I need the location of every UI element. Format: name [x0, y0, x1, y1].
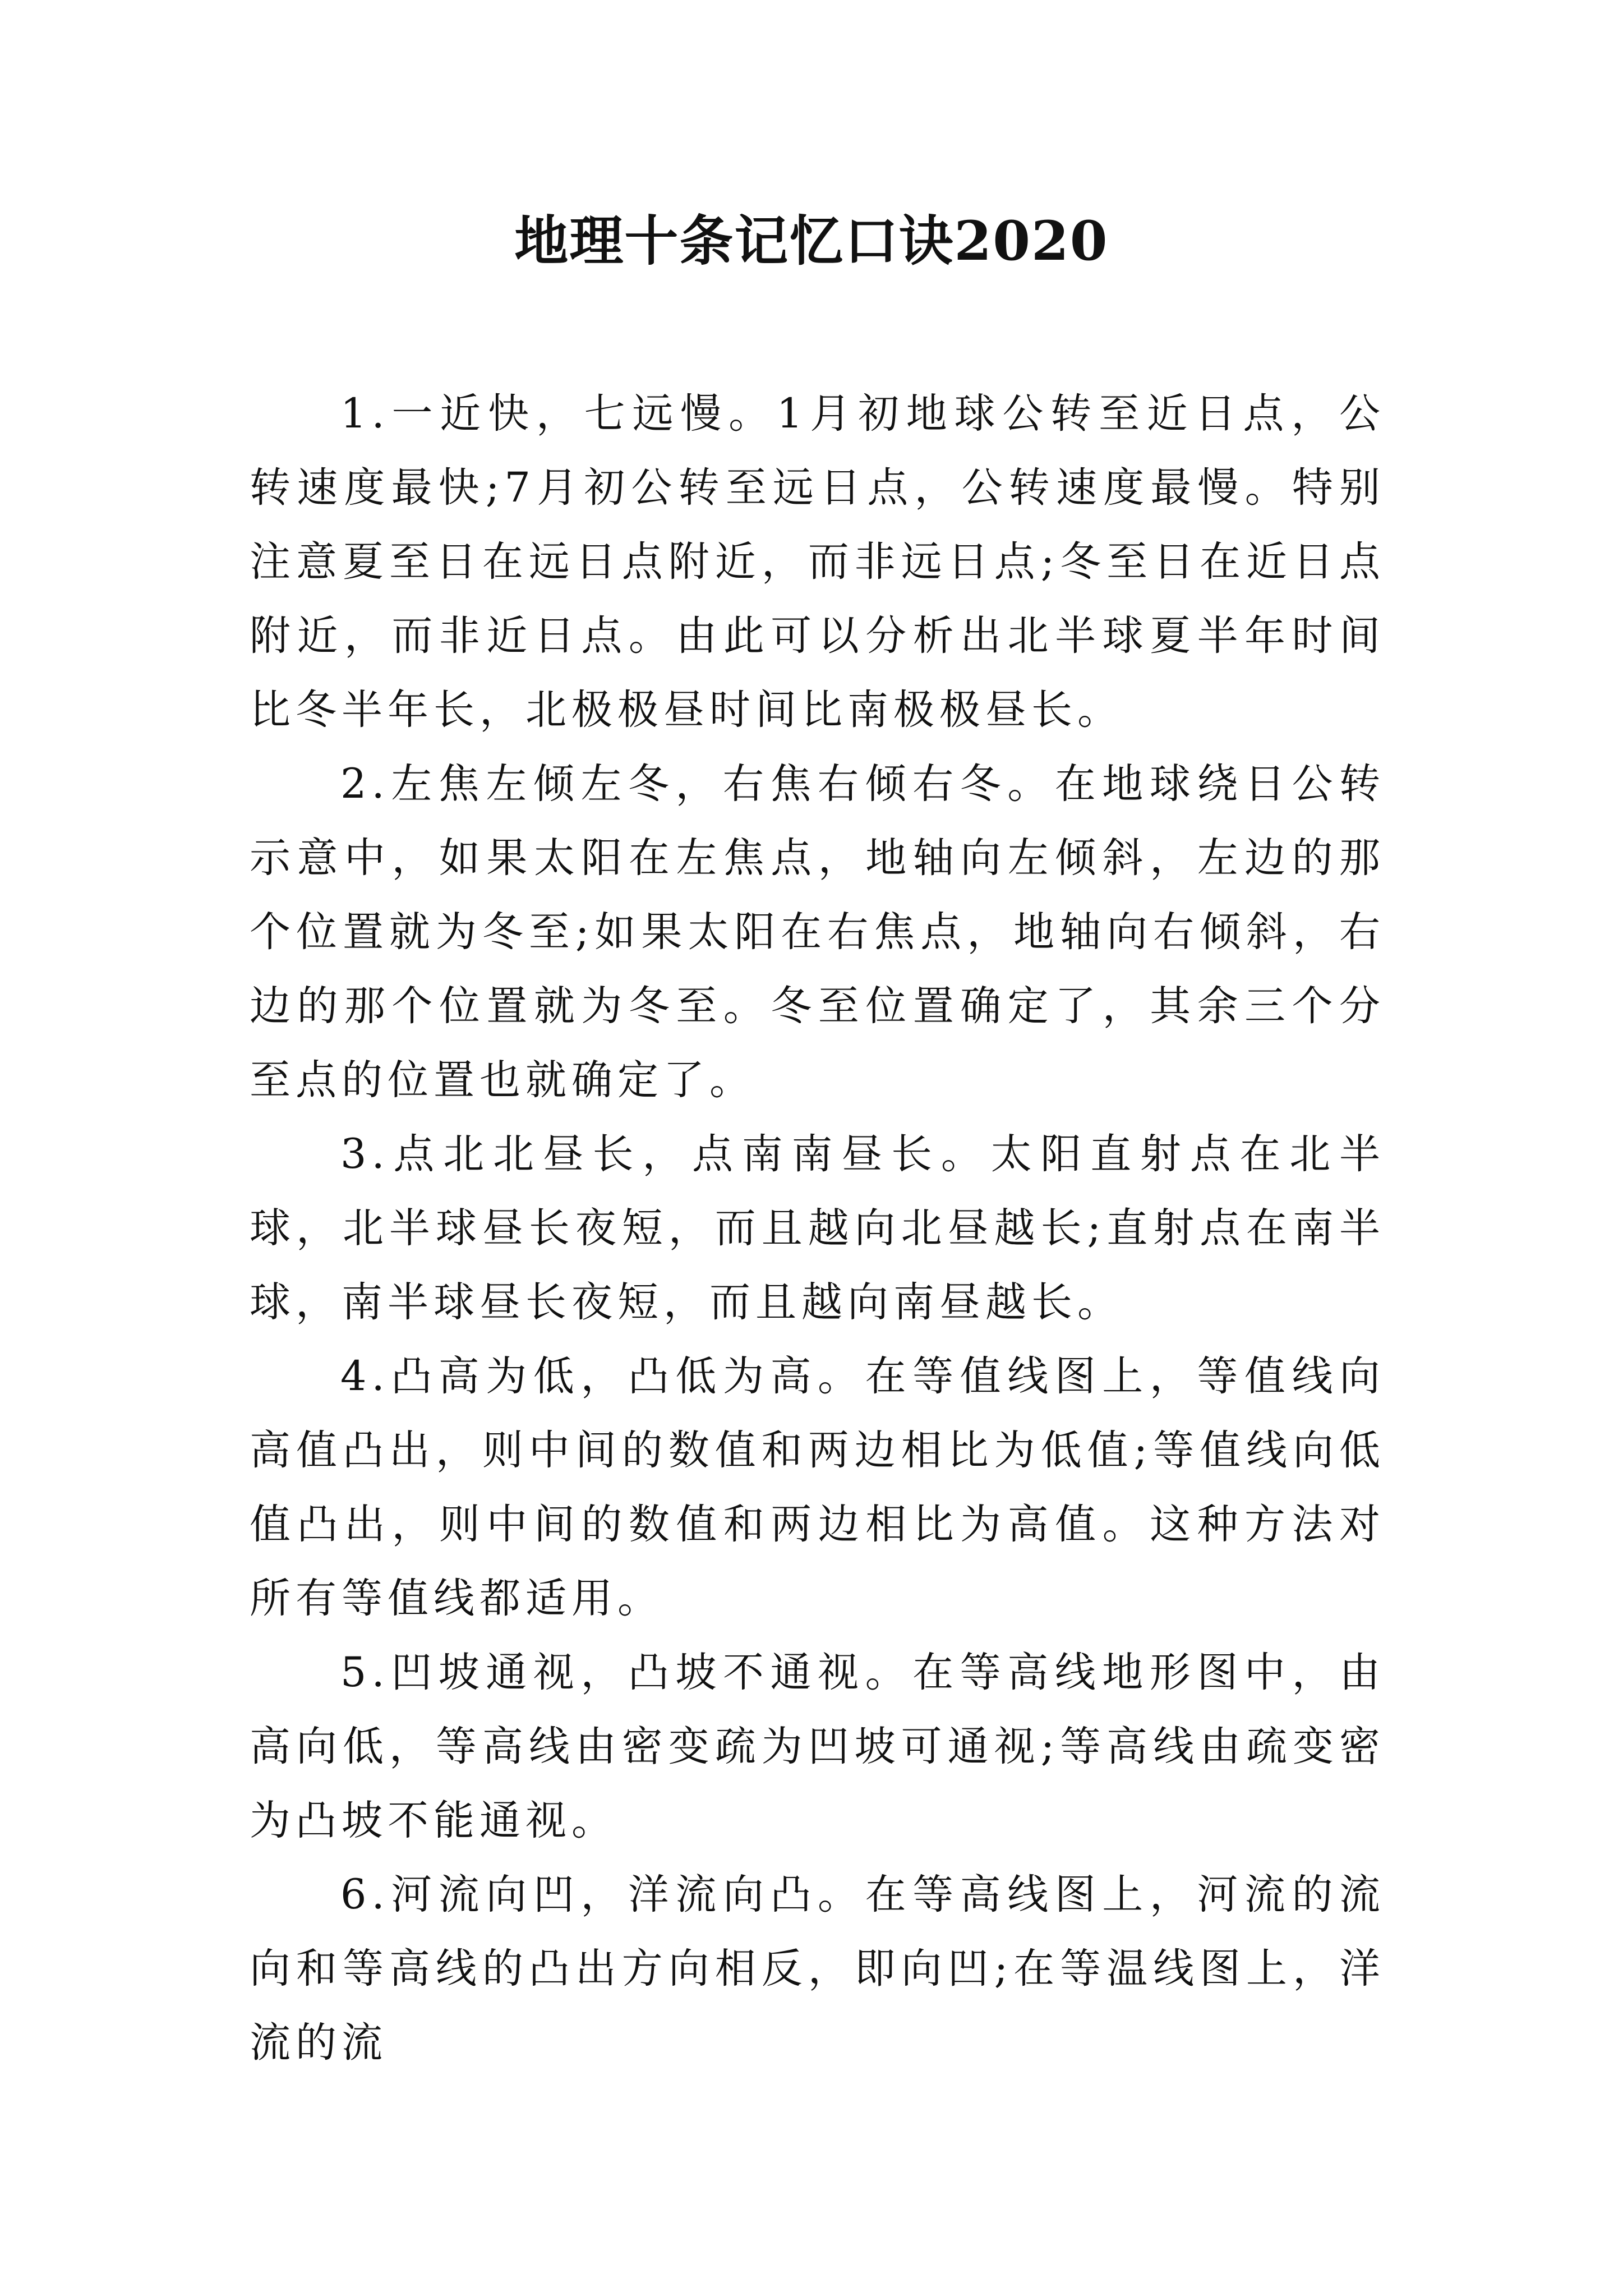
paragraph-2: 2.左焦左倾左冬，右焦右倾右冬。在地球绕日公转示意中，如果太阳在左焦点，地轴向左倾斜，左边的那个位置就为冬至;如果太阳在右焦点，地轴向右倾斜，右边的那个位置就为冬至。冬至位置确定了，其余三个分至点的位置也就确定了。	[250, 760, 1385, 1104]
paragraph-5: 5.凹坡通视，凸坡不通视。在等高线地形图中，由高向低，等高线由密变疏为凹坡可通视;等高线由疏变密为凸坡不能通视。	[250, 1649, 1385, 1844]
paragraph-3: 3.点北北昼长，点南南昼长。太阳直射点在北半球，北半球昼长夜短，而且越向北昼越长;直射点在南半球，南半球昼长夜短，而且越向南昼越长。	[250, 1130, 1385, 1326]
document-body	[250, 377, 1385, 2080]
paragraph-1: 1.一近快，七远慢。1月初地球公转至近日点，公转速度最快;7月初公转至远日点，公转速度最慢。特别注意夏至日在远日点附近，而非远日点;冬至日在近日点附近，而非近日点。由此可以分析出北半球夏半年时间比冬半年长，北极极昼时间比南极极昼长。	[250, 390, 1385, 734]
paragraph-6: 6.河流向凹，洋流向凸。在等高线图上，河流的流向和等高线的凸出方向相反，即向凹;在等温线图上，洋流的流	[250, 1871, 1385, 2067]
document-title: 地理十条记忆口诀2020	[514, 209, 1109, 273]
paragraph-4: 4.凸高为低，凸低为高。在等值线图上，等值线向高值凸出，则中间的数值和两边相比为低值;等值线向低值凸出，则中间的数值和两边相比为高值。这种方法对所有等值线都适用。	[250, 1352, 1385, 1622]
